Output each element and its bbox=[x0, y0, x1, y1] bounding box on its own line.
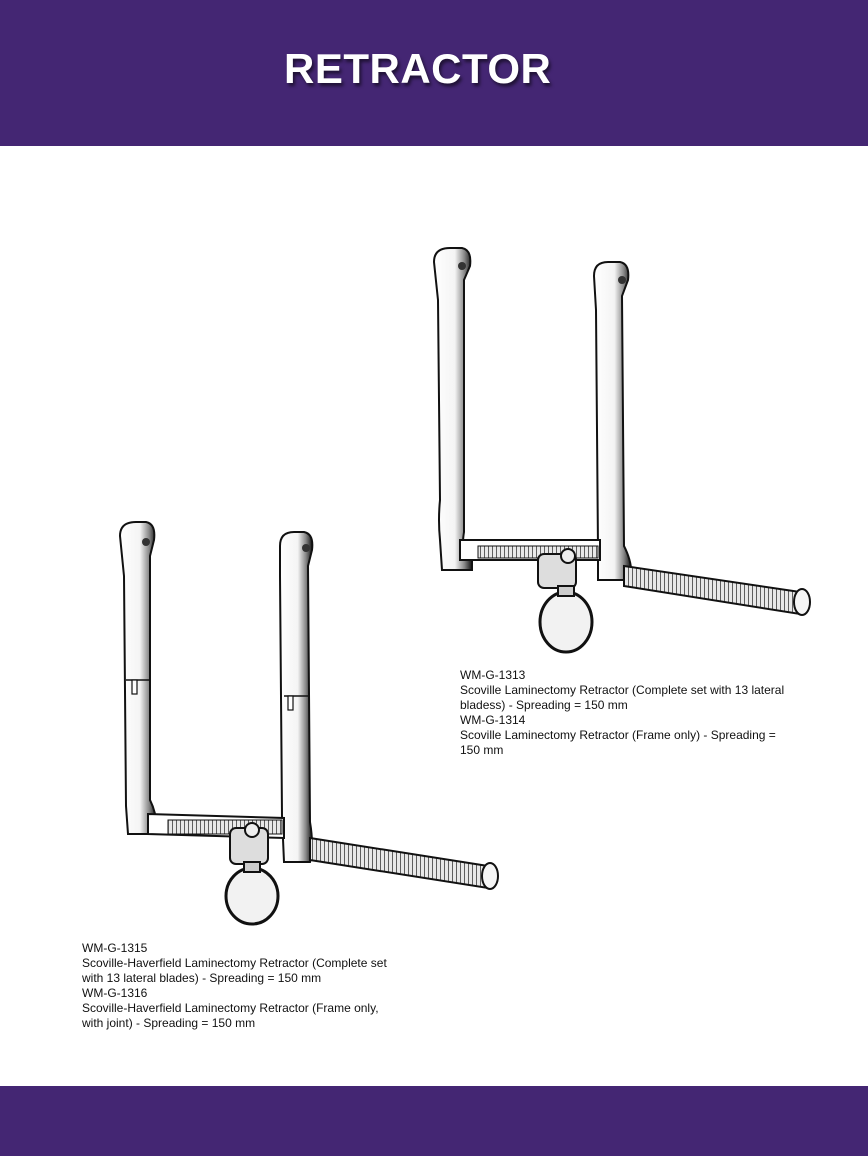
product-description: Scoville Laminectomy Retractor (Frame only) - Spreading = 150 mm bbox=[460, 728, 776, 757]
product-code: WM-G-1316 bbox=[82, 986, 148, 1000]
scoville-haverfield-retractor-image bbox=[104, 516, 504, 928]
product-code: WM-G-1314 bbox=[460, 713, 526, 727]
product-code: WM-G-1313 bbox=[460, 668, 526, 682]
page-title: RETRACTOR bbox=[284, 45, 552, 92]
footer-banner bbox=[0, 1086, 868, 1156]
header-banner bbox=[0, 0, 868, 146]
product-description: Scoville-Haverfield Laminectomy Retractor (Frame only, with joint) - Spreading = 150 mm bbox=[82, 1001, 379, 1030]
product-description: Scoville Laminectomy Retractor (Complete set with 13 lateral bladess) - Spreading = 150 mm bbox=[460, 683, 785, 712]
product-code: WM-G-1315 bbox=[82, 941, 148, 955]
product-scoville-haverfield-description bbox=[82, 941, 392, 1031]
product-scoville-description bbox=[460, 668, 790, 758]
product-description: Scoville-Haverfield Laminectomy Retractor (Complete set with 13 lateral blades) - Spreading = 150 mm bbox=[82, 956, 387, 985]
